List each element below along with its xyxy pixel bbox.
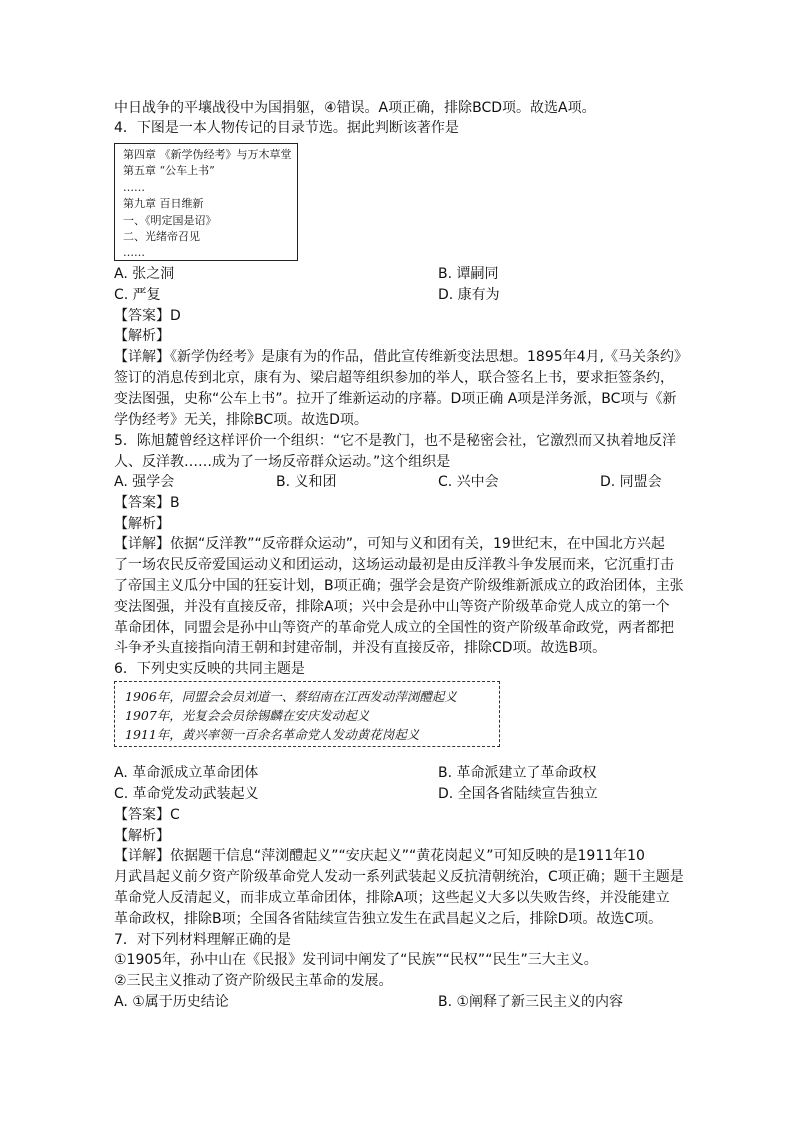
q4-option-c: C. 严复 xyxy=(114,287,161,303)
q6-option-a: A. 革命派成立革命团体 xyxy=(114,765,259,781)
explanation-line: 革命团体，同盟会是孙中山等资产的革命党人成立的全国性的资产阶级革命政党，两者都把 xyxy=(114,620,674,636)
toc-line: 二、光绪帝召见 xyxy=(123,230,200,244)
q4-option-d: D. 康有为 xyxy=(438,287,500,303)
text-line: 中日战争的平壤战役中为国捐躯，④错误。A项正确，排除BCD项。故选A项。 xyxy=(114,100,596,116)
explanation-line: 【详解】依据“反洋教”“反帝群众运动”，可知与义和团有关，19世纪末，在中国北方兴起 xyxy=(114,536,665,552)
question-5-stem: 人、反洋教……成为了一场反帝群众运动。”这个组织是 xyxy=(114,454,451,470)
explanation-line: 斗争矛头直接指向清王朝和封建帝制，并没有直接反帝，排除CD项。故选B项。 xyxy=(114,640,607,656)
explanation-line: 月武昌起义前夕资产阶级革命党人发动一系列武装起义反抗清朝统治，C项正确；题干主题是 xyxy=(114,869,684,885)
material-line: ①1905年，孙中山在《民报》发刊词中阐发了“民族”“民权”“民生”三大主义。 xyxy=(114,952,598,968)
question-5-stem: 5．陈旭麓曾经这样评价一个组织：“它不是教门，也不是秘密会社，它激烈而又执着地反洋 xyxy=(114,433,677,449)
event-line: 1906年，同盟会会员刘道一、蔡绍南在江西发动萍浏醴起义 xyxy=(125,689,457,704)
q7-option-a: A. ①属于历史结论 xyxy=(114,994,229,1010)
answer-label: 【答案】C xyxy=(114,807,180,823)
q6-option-b: B. 革命派建立了革命政权 xyxy=(438,765,597,781)
explanation-line: 【详解】《新学伪经考》是康有为的作品，借此宣传维新变法思想。1895年4月,《马关条约》 xyxy=(114,349,688,365)
historical-events-box xyxy=(114,681,500,747)
q4-option-a: A. 张之洞 xyxy=(114,266,175,282)
toc-line: 第四章 《新学伪经考》与万木草堂 xyxy=(123,148,292,161)
answer-label: 【答案】B xyxy=(114,495,180,511)
explanation-line: 了一场农民反帝爱国运动义和团运动，这场运动最初是由反洋教斗争发展而来，它沉重打击 xyxy=(114,557,674,573)
explanation-line: 变法图强，史称“公车上书”。拉开了维新运动的序幕。D项正确 A项是洋务派，BC项与《新 xyxy=(114,391,677,407)
toc-line: …… xyxy=(123,246,145,260)
analysis-label: 【解析】 xyxy=(114,328,170,344)
event-line: 1907年，光复会会员徐锡麟在安庆发动起义 xyxy=(125,708,370,723)
toc-line: 第九章 百日维新 xyxy=(123,197,204,211)
table-of-contents-box xyxy=(114,143,298,261)
answer-label: 【答案】D xyxy=(114,308,181,324)
q4-option-b: B. 谭嗣同 xyxy=(438,266,499,282)
explanation-line: 革命政权，排除B项；全国各省陆续宣告独立发生在武昌起义之后，排除D项。故选C项。 xyxy=(114,911,663,927)
toc-line: 第五章 “公车上书” xyxy=(123,164,215,178)
q6-option-d: D. 全国各省陆续宣告独立 xyxy=(438,786,598,802)
toc-line: …… xyxy=(123,180,145,194)
q5-option-c: C. 兴中会 xyxy=(438,474,499,490)
explanation-line: 革命党人反清起义，而非成立革命团体，排除A项；这些起义大多以失败告终，并没能建立 xyxy=(114,890,670,906)
toc-line: 一、《明定国是诏》 xyxy=(123,213,217,227)
q6-option-c: C. 革命党发动武装起义 xyxy=(114,786,259,802)
material-line: ②三民主义推动了资产阶级民主革命的发展。 xyxy=(114,973,393,989)
explanation-line: 【详解】依据题干信息“萍浏醴起义”“安庆起义”“黄花岗起义”可知反映的是1911年10 xyxy=(114,848,645,864)
explanation-line: 签订的消息传到北京，康有为、梁启超等组织参加的举人，联合签名上书，要求拒签条约， xyxy=(114,370,674,386)
question-6-stem: 6．下列史实反映的共同主题是 xyxy=(114,661,305,677)
analysis-label: 【解析】 xyxy=(114,828,170,844)
q5-option-b: B. 义和团 xyxy=(276,474,337,490)
event-line: 1911年，黄兴率领一百余名革命党人发动黄花岗起义 xyxy=(125,727,420,742)
explanation-line: 变法图强，并没有直接反帝，排除A项；兴中会是孙中山等资产阶级革命党人成立的第一个 xyxy=(114,599,670,615)
q7-option-b: B. ①阐释了新三民主义的内容 xyxy=(438,994,624,1010)
q5-option-d: D. 同盟会 xyxy=(600,474,662,490)
q5-option-a: A. 强学会 xyxy=(114,474,175,490)
explanation-line: 了帝国主义瓜分中国的狂妄计划，B项正确；强学会是资产阶级维新派成立的政治团体，主张 xyxy=(114,578,684,594)
explanation-line: 学伪经考》无关，排除BC项。故选D项。 xyxy=(114,412,368,428)
question-4-stem: 4．下图是一本人物传记的目录节选。据此判断该著作是 xyxy=(114,120,459,136)
question-7-stem: 7．对下列材料理解正确的是 xyxy=(114,932,291,948)
analysis-label: 【解析】 xyxy=(114,516,170,532)
